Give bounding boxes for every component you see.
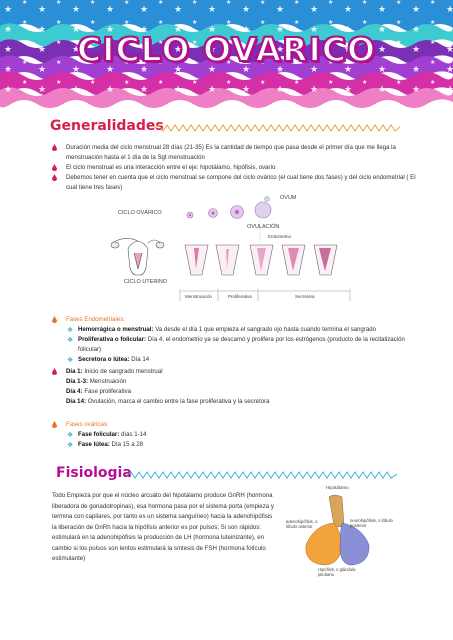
label-adenohipofisis: adenohipófisis, o lóbulo anterior (286, 519, 318, 529)
list-item: El ciclo menstrual es una interacción entre el eje: hipotálamo, hipófisis, ovario (52, 163, 422, 173)
list-item: ❖ Fase lútea: Día 15 a 28 (67, 441, 144, 449)
label-hipofisis: Hipófisis, o glándula pituitaria (318, 567, 356, 577)
page-title: CICLO OVARICO (76, 30, 377, 69)
diamond-icon: ❖ (67, 337, 74, 344)
zigzag-divider (127, 471, 397, 479)
diamond-icon: ❖ (67, 327, 74, 334)
drop-icon (52, 368, 57, 375)
phase-label: Proliferativa (228, 294, 252, 299)
pituitary-illustration (284, 485, 394, 580)
section-heading-fisiologia: Fisiologia (56, 465, 132, 481)
pituitary-gland-drawing (284, 485, 394, 580)
drop-icon (52, 421, 57, 428)
section-heading-generalidades: Generalidades (50, 118, 164, 134)
drop-icon (52, 144, 57, 151)
list-item: Día 4: Fase proliferativa (66, 388, 132, 395)
drop-icon (52, 316, 57, 323)
label-ciclo-ovarico: CICLO OVÁRICO (118, 210, 162, 216)
label-ovulacion: OVULACIÓN (247, 224, 280, 230)
menstrual-cycle-diagram (110, 193, 355, 305)
label-hipotalamo: Hipotálamo (326, 485, 349, 490)
list-item: Día 1: Inicio de sangrado menstrual (52, 367, 412, 377)
days-list (52, 367, 412, 407)
list-item: Día 1-3: Menstruación (66, 378, 127, 385)
fases-ovaricas (52, 420, 412, 450)
diamond-icon: ❖ (67, 357, 74, 364)
generalidades-list (52, 143, 422, 193)
label-neurohipofisis: neurohipófisis, o lóbulo posterior (350, 518, 393, 528)
phase-label: Menstruación (185, 294, 213, 299)
label-endometrio: Endometrio (268, 234, 292, 239)
drop-icon (52, 174, 57, 181)
phase-label: Secretora (295, 294, 315, 299)
list-item: ❖ Hemorrágica o menstrual: Va desde el día 1 que empieza el sangrado ojo hasta cuando termina el sangrado (67, 326, 377, 334)
list-item: ❖ Secretora o lútea: Día 14 (67, 356, 150, 364)
list-item: Duración media del ciclo menstrual 28 días (21-35) Es la cantidad de tiempo que pasa desde el primer día que me llega la menstruación hasta el 1 día de la Sgt menstruación (52, 143, 422, 163)
fisiologia-paragraph: Todo Empieza por que el núcleo arcuato del hipotálamo produce GnRH (hormona liberadora de gonadotropinas), esa hormona pasa por el sistema porta (empieza y termina con capilares, por tanto es un sistema sanguíneo) hacia la adenohipófisis la liberación de GnRh hacia la hipófisis anterior es por pulsos; Si son rápidos: estimulará en la adenohipófisis la producción de LH (hormona luteinizante), en cambio si los pulsos son lentos estimulará la síntesis de FSH (hormona folículo estimulante) (52, 492, 274, 562)
list-item: Fases ováricas: (52, 420, 412, 430)
list-item: ❖ Proliferativa o folicular: Día 4, el endometrio ya se descamo y prolifera por los estrógenos (producto de la recitalización folicular) (67, 336, 405, 353)
list-item: Debemos tener en cuenta que el ciclo menstrual se compone del ciclo ovárico (el cual tiene dos fases) y del ciclo endometrial ( El cual tiene tres fases) (52, 173, 422, 193)
diamond-icon: ❖ (67, 432, 74, 439)
list-item: ❖ Fase folicular: días 1-14 (67, 431, 147, 439)
drop-icon (52, 164, 57, 171)
fases-endometriales (52, 315, 412, 365)
zigzag-divider (155, 124, 400, 132)
list-item: Día 14: Ovulación, marca el cambio entre la fase proliferativa y la secretora (66, 398, 270, 405)
label-ciclo-uterino: CICLO UTERINO (124, 279, 168, 285)
diamond-icon: ❖ (67, 442, 74, 449)
list-item: Fases Endometriales: (52, 315, 412, 325)
label-ovum: OVUM (280, 195, 297, 201)
